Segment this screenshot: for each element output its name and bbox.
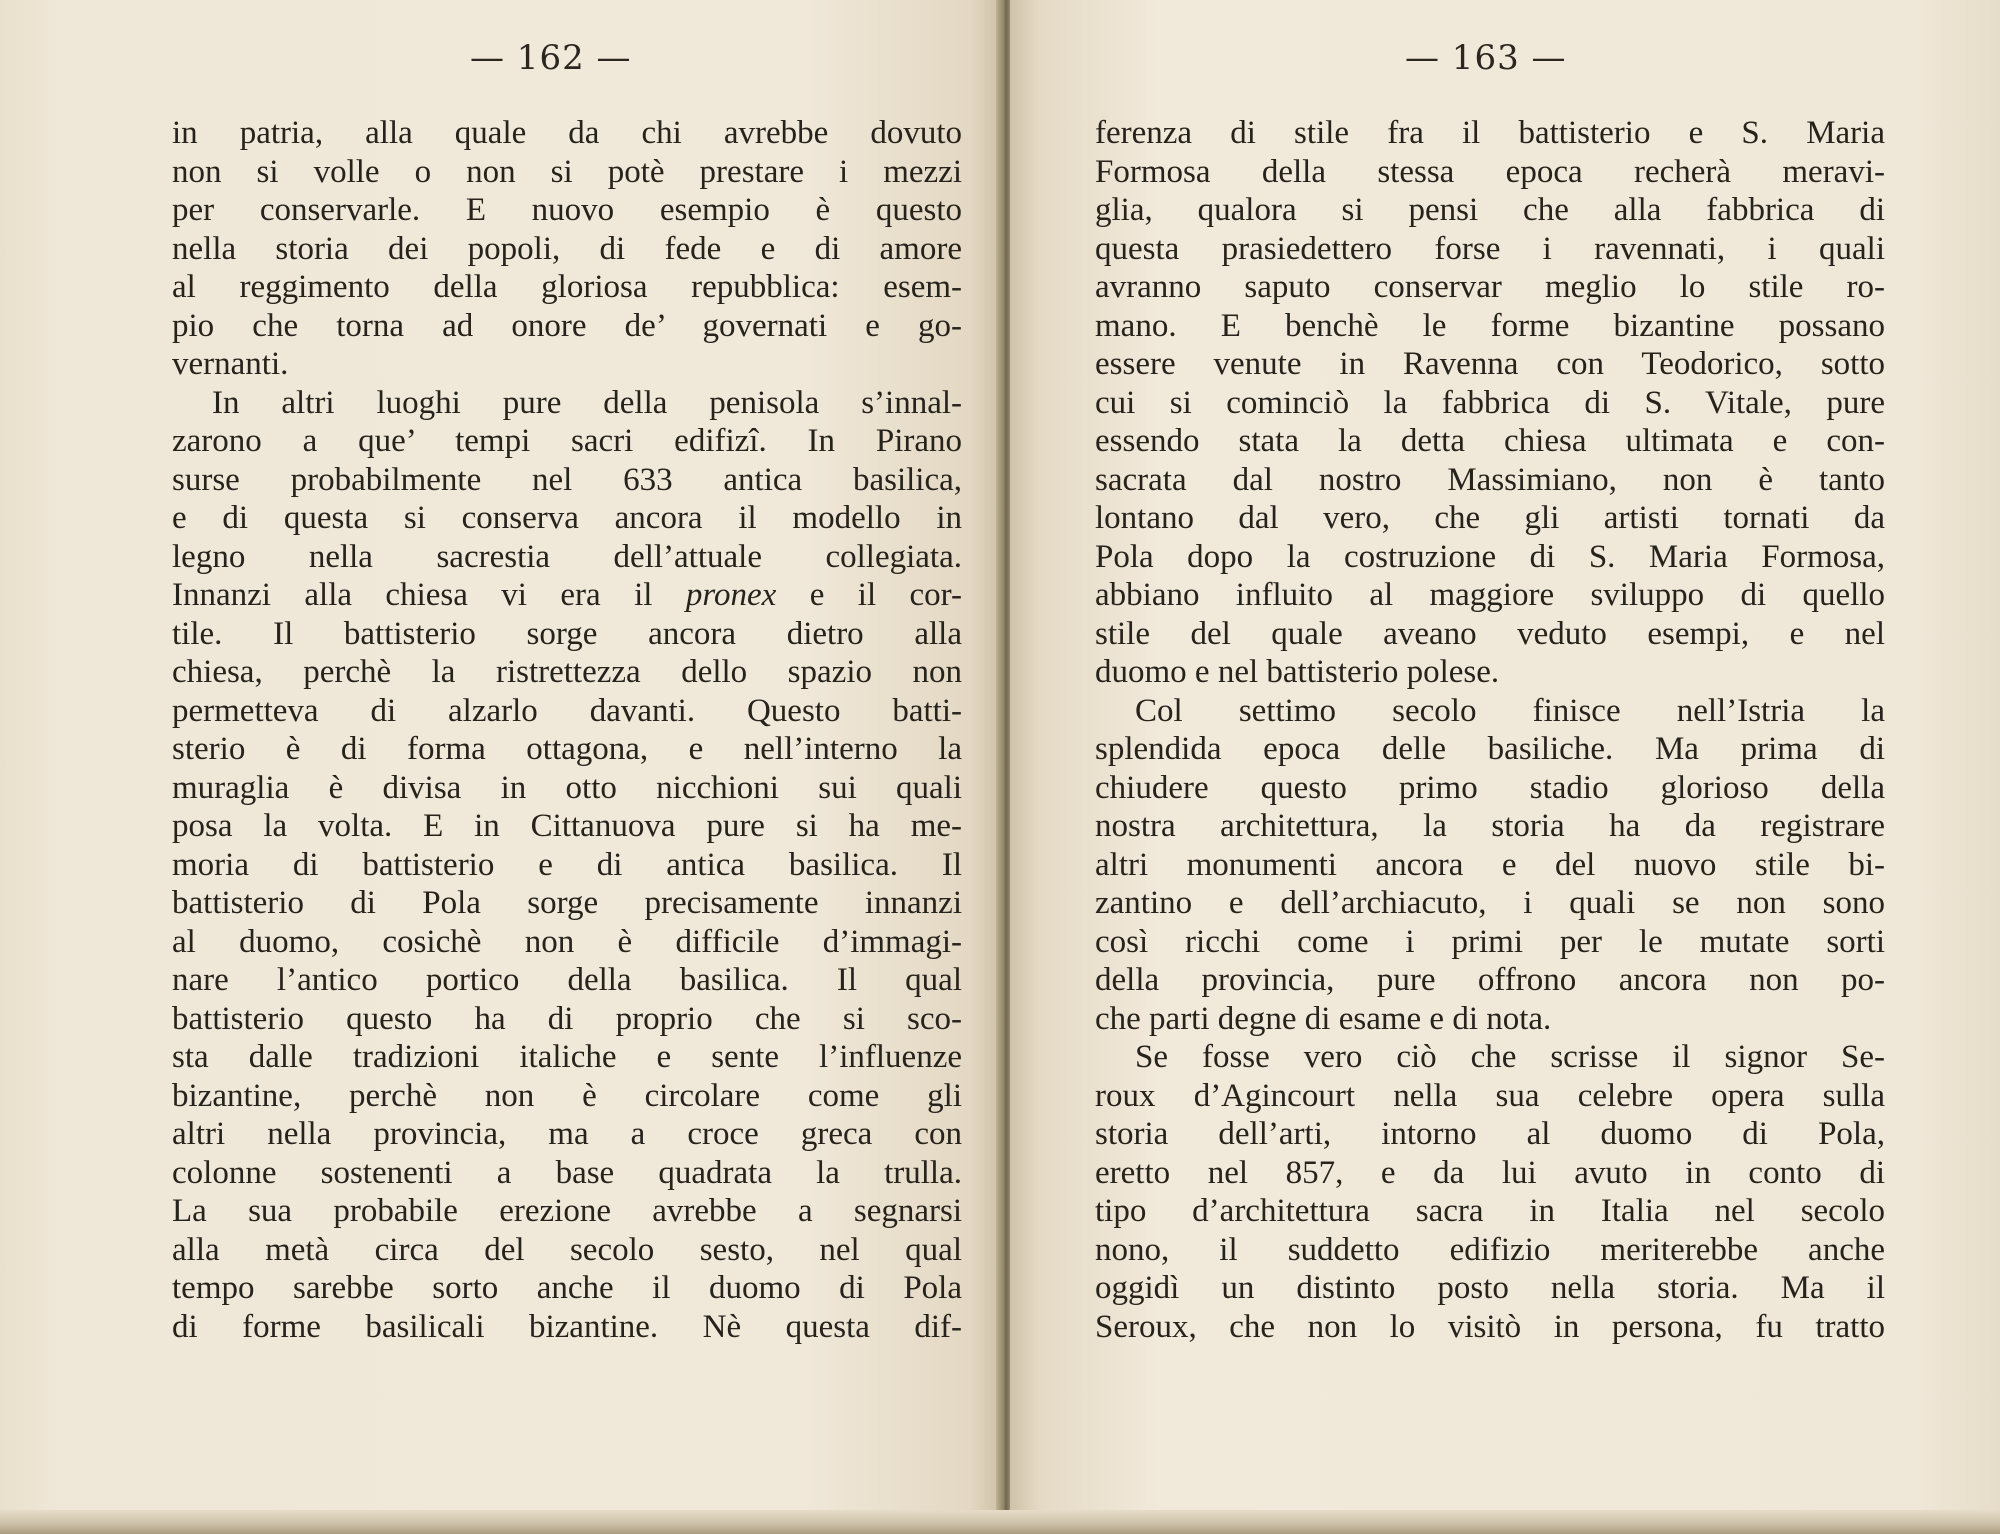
text-line: Col settimo secolo finisce nell’Istria la	[1135, 692, 1885, 729]
italic-word-pronex: pronex	[685, 577, 777, 613]
text-line: al reggimento della gloriosa repubblica: esem-	[172, 269, 962, 305]
text-line: nono, il suddetto edifizio meriterebbe anche	[1095, 1231, 1885, 1268]
text-line: della provincia, pure offrono ancora non po-	[1095, 962, 1885, 998]
text-line: La sua probabile erezione avrebbe a segnarsi	[172, 1193, 962, 1229]
text-line: sta dalle tradizioni italiche e sente l’influenze	[172, 1039, 962, 1075]
text-line: In altri luoghi pure della penisola s’innal-	[212, 384, 962, 421]
text-line: glia, qualora si pensi che alla fabbrica di	[1095, 192, 1885, 228]
text-line: al duomo, cosichè non è difficile d’immagi-	[172, 923, 962, 960]
text-line: zantino e dell’archiacuto, i quali se non sono	[1095, 885, 1885, 921]
text-line: muraglia è divisa in otto nicchioni sui quali	[172, 769, 962, 806]
text-line: battisterio di Pola sorge precisamente innanzi	[172, 885, 962, 921]
text-line: essere venute in Ravenna con Teodorico, sotto	[1095, 346, 1885, 382]
right-page-text	[1095, 114, 1885, 1346]
text-line: pio che torna ad onore de’ governati e go-	[172, 307, 962, 344]
text-line: nostra architettura, la storia ha da registrare	[1095, 808, 1885, 844]
text-line: Pola dopo la costruzione di S. Maria Formosa,	[1095, 538, 1885, 575]
text-line: eretto nel 857, e da lui avuto in conto di	[1095, 1154, 1885, 1191]
text-line: colonne sostenenti a base quadrata la trulla.	[172, 1154, 962, 1191]
text-line: storia dell’arti, intorno al duomo di Pola,	[1095, 1116, 1885, 1152]
text-line: nare l’antico portico della basilica. Il qual	[172, 962, 962, 998]
text-line: Seroux, che non lo visitò in persona, fu tratto	[1095, 1308, 1885, 1345]
text-line: essendo stata la detta chiesa ultimata e con-	[1095, 423, 1885, 459]
text-line: bizantine, perchè non è circolare come gli	[172, 1077, 962, 1114]
text-line: duomo e nel battisterio polese.	[1095, 654, 1500, 690]
page-number-163: — 163 —	[1405, 38, 1567, 78]
text-line: vernanti.	[172, 346, 289, 382]
line-start: Innanzi alla chiesa vi era il	[172, 577, 653, 613]
text-line: moria di battisterio e di antica basilica. Il	[172, 846, 962, 883]
text-line: sacrata dal nostro Massimiano, non è tanto	[1095, 461, 1885, 498]
text-line: splendida epoca delle basiliche. Ma prima di	[1095, 731, 1885, 767]
text-line: Formosa della stessa epoca recherà meravi-	[1095, 153, 1885, 190]
text-line: chiudere questo primo stadio glorioso della	[1095, 769, 1885, 806]
text-line: nella storia dei popoli, di fede e di amore	[172, 230, 962, 267]
text-line: altri monumenti ancora e del nuovo stile bi-	[1095, 846, 1885, 883]
page-bottom-edge	[0, 1510, 2000, 1534]
text-line: e di questa si conserva ancora il modello in	[172, 500, 962, 536]
text-line: per conservarle. E nuovo esempio è questo	[172, 192, 962, 228]
text-line: zarono a que’ tempi sacri edifizî. In Pirano	[172, 423, 962, 459]
text-line: legno nella sacrestia dell’attuale collegiata.	[172, 538, 962, 575]
text-line: battisterio questo ha di proprio che si sco-	[172, 1000, 962, 1037]
text-line: di forme basilicali bizantine. Nè questa dif-	[172, 1308, 962, 1345]
text-line: ferenza di stile fra il battisterio e S. Maria	[1095, 115, 1885, 151]
text-line: non si volle o non si potè prestare i mezzi	[172, 153, 962, 190]
text-line: Se fosse vero ciò che scrisse il signor Se-	[1135, 1039, 1885, 1075]
text-line-with-italic	[172, 576, 962, 615]
text-line: alla metà circa del secolo sesto, nel qual	[172, 1231, 962, 1268]
text-line: altri nella provincia, ma a croce greca con	[172, 1116, 962, 1152]
text-line: chiesa, perchè la ristrettezza dello spazio non	[172, 654, 962, 690]
text-line: surse probabilmente nel 633 antica basilica,	[172, 461, 962, 498]
text-line: cui si cominciò la fabbrica di S. Vitale, pure	[1095, 384, 1885, 421]
text-line: mano. E benchè le forme bizantine possano	[1095, 307, 1885, 344]
text-line: in patria, alla quale da chi avrebbe dovuto	[172, 115, 962, 151]
line-end: e il cor-	[809, 577, 962, 613]
page-number-162: — 162 —	[470, 38, 632, 78]
text-line: tipo d’architettura sacra in Italia nel secolo	[1095, 1193, 1885, 1229]
left-page-text	[172, 114, 962, 1346]
text-line: posa la volta. E in Cittanuova pure si ha me-	[172, 808, 962, 844]
text-line: stile del quale aveano veduto esempi, e nel	[1095, 615, 1885, 652]
text-line: abbiano influito al maggiore sviluppo di quello	[1095, 577, 1885, 613]
text-line: sterio è di forma ottagona, e nell’interno la	[172, 731, 962, 767]
text-line: tempo sarebbe sorto anche il duomo di Pola	[172, 1270, 962, 1306]
text-line: tile. Il battisterio sorge ancora dietro alla	[172, 615, 962, 652]
text-line: roux d’Agincourt nella sua celebre opera sulla	[1095, 1077, 1885, 1114]
text-line: permetteva di alzarlo davanti. Questo batti-	[172, 692, 962, 729]
text-line: questa prasiedettero forse i ravennati, i quali	[1095, 230, 1885, 267]
text-line: così ricchi come i primi per le mutate sorti	[1095, 923, 1885, 960]
right-page	[1010, 0, 2000, 1534]
text-line: oggidì un distinto posto nella storia. Ma il	[1095, 1270, 1885, 1306]
text-line: che parti degne di esame e di nota.	[1095, 1000, 1552, 1037]
text-line: lontano dal vero, che gli artisti tornati da	[1095, 500, 1885, 536]
text-line: avranno saputo conservar meglio lo stile ro-	[1095, 269, 1885, 305]
